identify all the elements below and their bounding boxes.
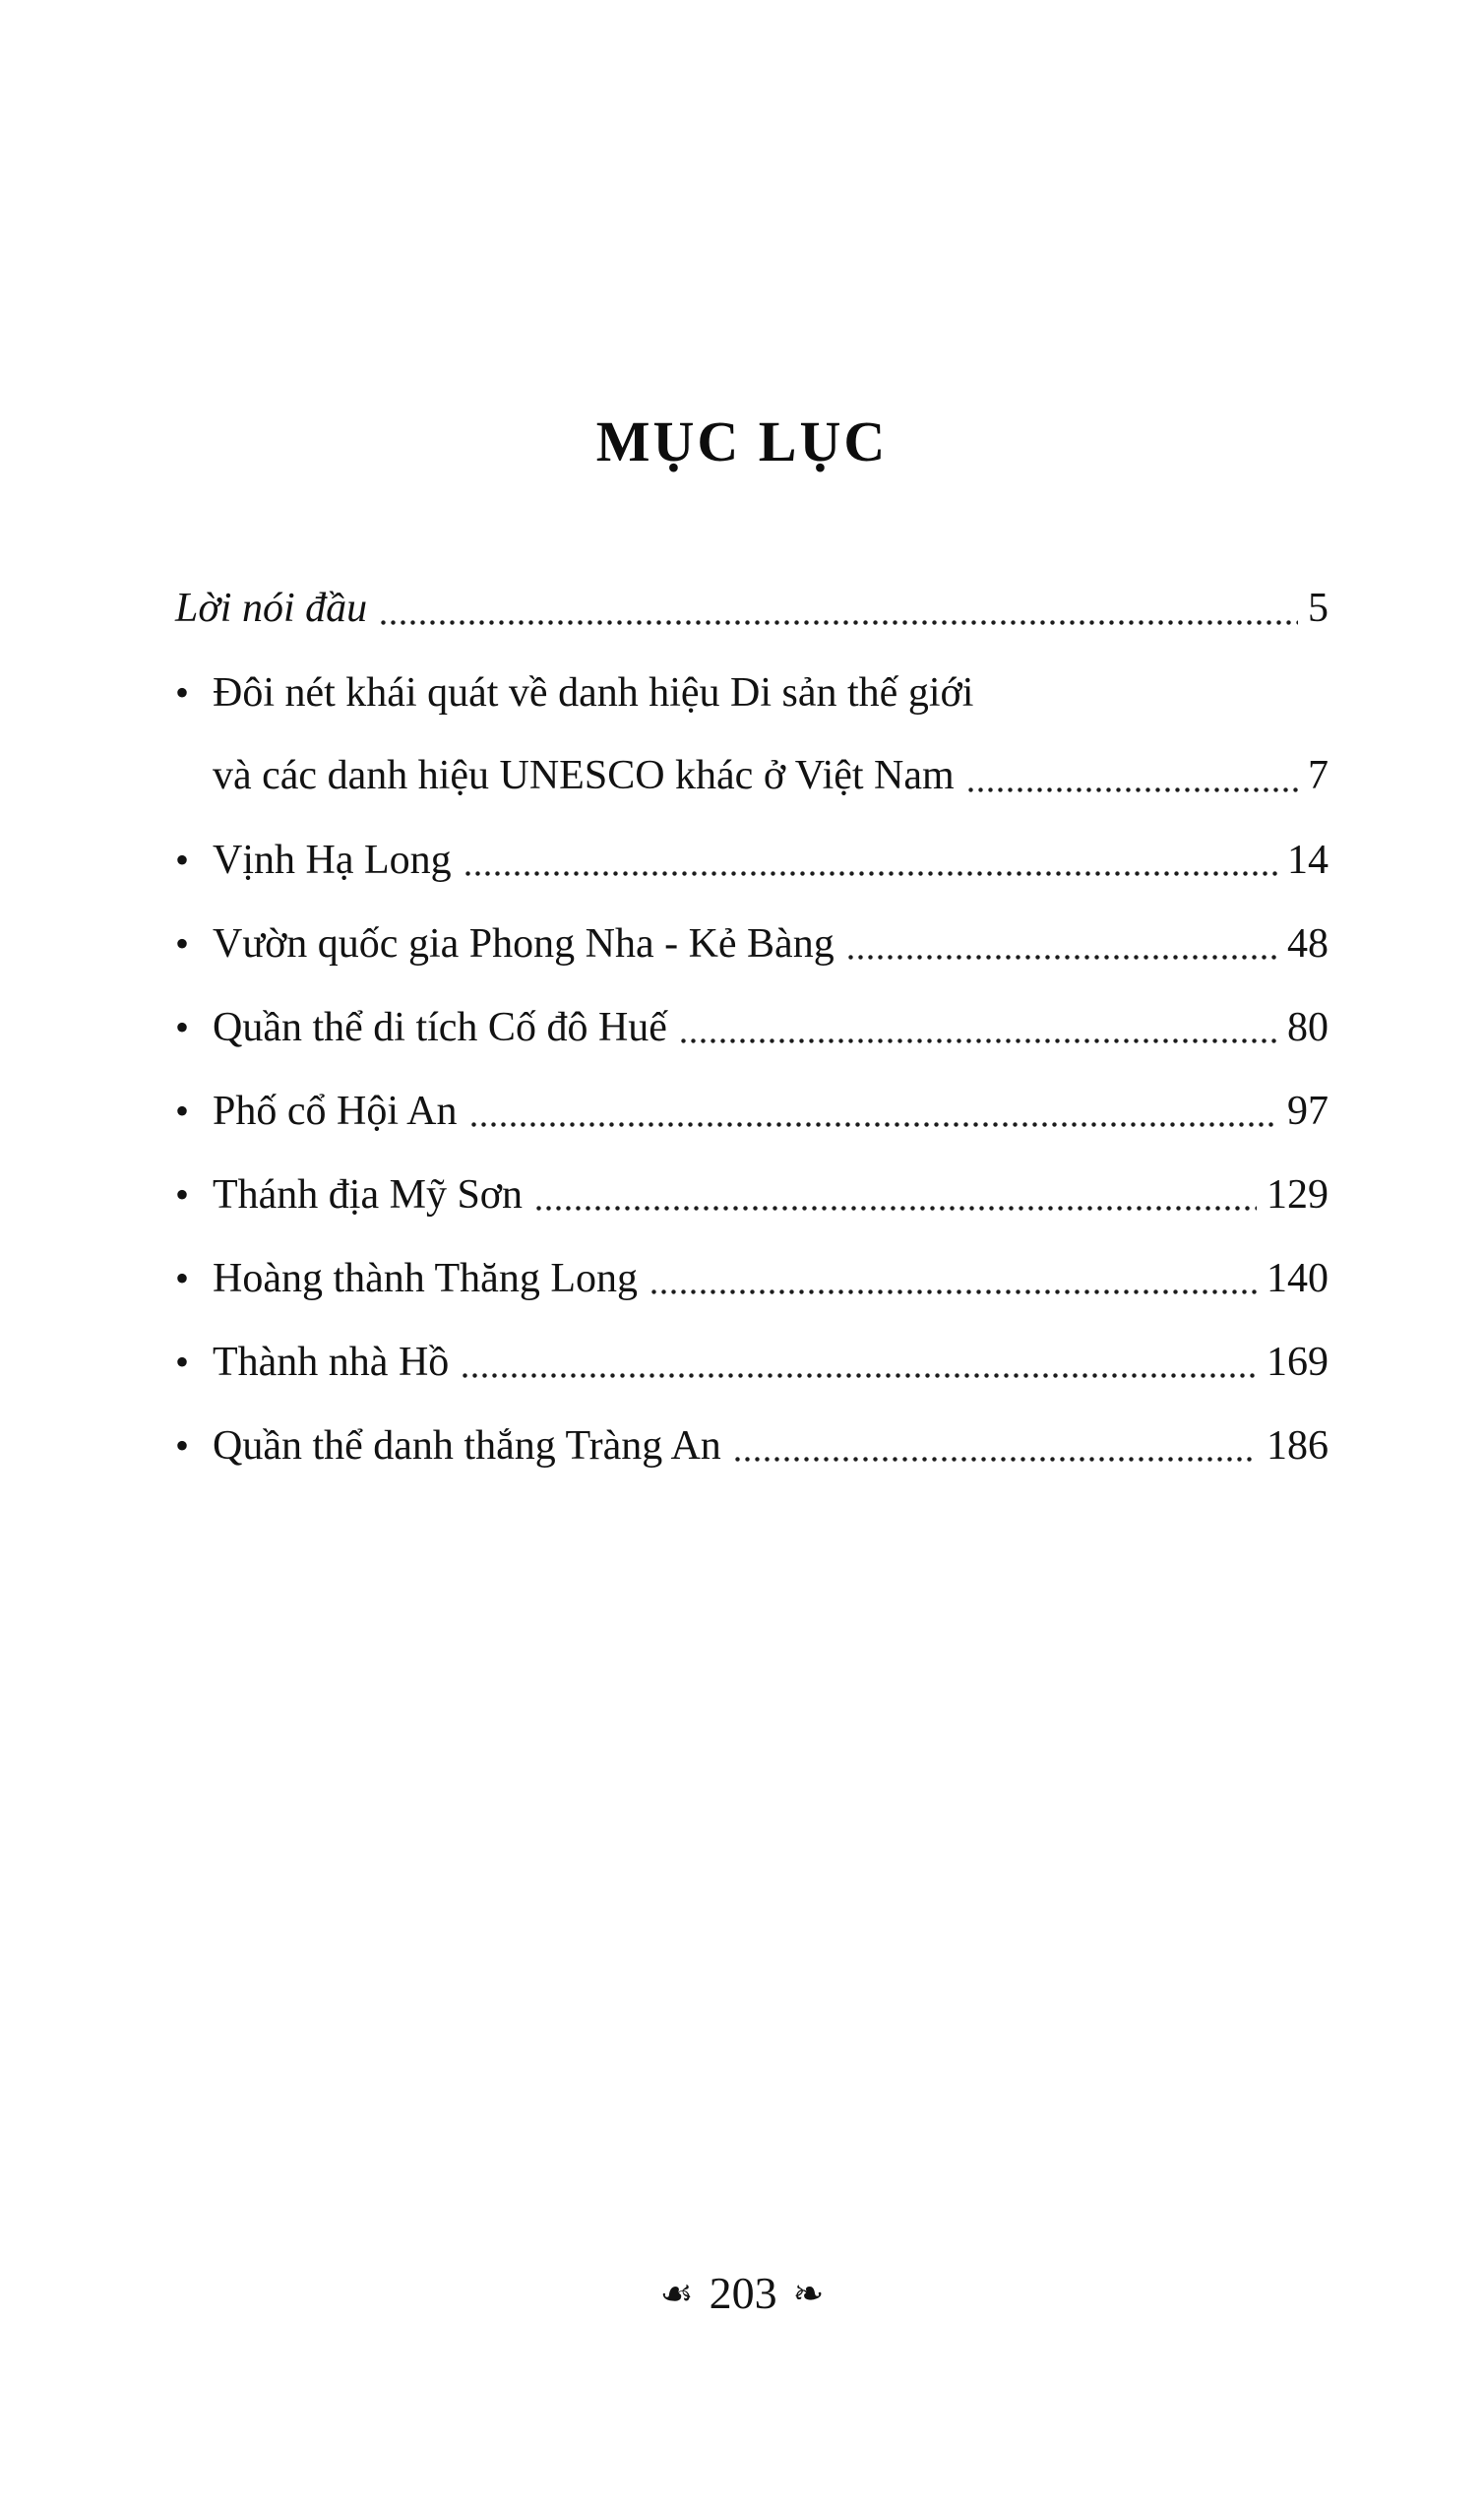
toc-entry [175,1320,1329,1404]
toc-dot-leader [681,985,1277,1069]
toc-page-number: 169 [1267,1340,1329,1385]
toc-entry-label: Quần thể danh thắng Tràng An [213,1423,721,1469]
page-title: MỤC LỤC [595,409,889,473]
toc-entry [175,651,1329,734]
toc-entry [175,1153,1329,1236]
toc-entry-label: Quần thể di tích Cố đô Huế [213,1005,667,1050]
toc-dot-leader [651,1236,1257,1320]
toc-bullet-icon: • [175,1340,190,1384]
footer-ornament-left-icon: ☙ [659,2272,694,2315]
toc-dot-leader [463,1320,1257,1404]
toc-entry [175,567,1329,651]
toc-bullet-icon: • [175,1005,190,1049]
toc-dot-leader [381,567,1298,651]
toc-dot-leader [968,734,1298,818]
toc-bullet-icon: • [175,1423,190,1468]
toc-entry [175,985,1329,1069]
page-footer [0,2264,1484,2325]
toc-entry-label: Hoàng thành Thăng Long [213,1256,638,1301]
toc-page-number: 140 [1267,1256,1329,1301]
toc-entry-label: Phố cổ Hội An [213,1089,458,1134]
toc-page-number: 7 [1308,753,1329,798]
footer-page-number: 203 [709,2268,777,2318]
toc-entry-label: và các danh hiệu UNESCO khác ở Việt Nam [213,753,955,798]
toc-entry-label: Đôi nét khái quát về danh hiệu Di sản thế giới [213,670,974,716]
toc-bullet-icon: • [175,1089,190,1133]
toc-bullet-icon: • [175,921,190,966]
toc-page-number: 129 [1267,1172,1329,1218]
table-of-contents [175,567,1329,1487]
toc-entry [175,818,1329,902]
toc-dot-leader [536,1153,1257,1236]
toc-entry [175,734,1329,818]
toc-entry-label: Vườn quốc gia Phong Nha - Kẻ Bàng [213,921,835,967]
toc-page-number: 97 [1287,1089,1329,1134]
toc-entry-label: Vịnh Hạ Long [213,838,452,883]
toc-entry [175,1236,1329,1320]
toc-dot-leader [848,902,1277,985]
toc-page-number: 80 [1287,1005,1329,1050]
toc-entry [175,1069,1329,1153]
toc-dot-leader [735,1404,1257,1487]
toc-bullet-icon: • [175,670,190,715]
toc-dot-leader [471,1069,1277,1153]
toc-dot-leader [465,818,1277,902]
toc-entry [175,1404,1329,1487]
toc-page-number: 48 [1287,921,1329,967]
toc-bullet-icon: • [175,1256,190,1300]
toc-page-number: 5 [1308,586,1329,631]
toc-page-number: 186 [1267,1423,1329,1469]
toc-bullet-icon: • [175,838,190,882]
toc-entry-label: Thành nhà Hồ [213,1340,450,1385]
toc-entry [175,902,1329,985]
toc-entry-label: Lời nói đầu [175,586,368,631]
toc-page-number: 14 [1287,838,1329,883]
toc-entry-label: Thánh địa Mỹ Sơn [213,1172,524,1218]
toc-bullet-icon: • [175,1172,190,1217]
footer-ornament-right-icon: ❧ [792,2272,825,2315]
